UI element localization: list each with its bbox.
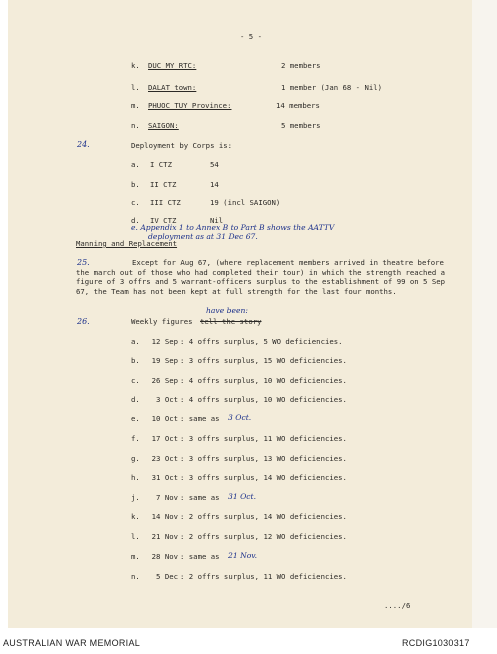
handwritten-insertion: have been:: [206, 306, 248, 315]
list-letter: a.: [131, 160, 140, 169]
list-letter: h.: [131, 473, 140, 482]
week-date: 17 Oct: [151, 434, 178, 443]
list-letter: k.: [131, 512, 140, 521]
week-figures: : 2 offrs surplus, 11 WO deficiencies.: [180, 572, 347, 581]
list-letter: c.: [131, 376, 140, 385]
corps-zone: I CTZ: [150, 160, 172, 169]
struck-text: tell the story: [200, 317, 262, 326]
section-heading: Weekly figures: [131, 317, 193, 326]
location-name: DALAT town:: [148, 83, 197, 92]
paragraph-text: Except for Aug 67, (where replacement members arrived in theatre before the march out of those who had completed their tour) in which the strength reached a figure of 3 offrs and 5 warrant-officers surplus to the establishment of 99 on 5 Sep 67, the Team has not been kept at full strength for the last four months.: [76, 258, 446, 296]
week-date: 7 Nov: [156, 493, 178, 502]
list-letter: m.: [131, 101, 140, 110]
list-letter: n.: [131, 121, 140, 130]
week-figures: : 2 offrs surplus, 14 WO deficiencies.: [180, 512, 347, 521]
section-heading: Manning and Replacement: [76, 239, 178, 248]
list-letter: l.: [131, 83, 140, 92]
week-date: 3 Oct: [156, 395, 178, 404]
week-date: 31 Oct: [151, 473, 178, 482]
corps-value: 14: [210, 180, 219, 189]
week-figures: : same as: [180, 493, 220, 502]
continuation-mark: ..../6: [384, 601, 411, 610]
week-date: 19 Sep: [151, 356, 178, 365]
list-letter: l.: [131, 532, 140, 541]
week-date: 23 Oct: [151, 454, 178, 463]
list-letter: f.: [131, 434, 140, 443]
handwritten-annotation: deployment as at 31 Dec 67.: [148, 232, 258, 241]
paragraph-number: 25.: [77, 258, 90, 267]
week-figures: : 3 offrs surplus, 13 WO deficiencies.: [180, 454, 347, 463]
week-figures: : 4 offrs surplus, 10 WO deficiencies.: [180, 376, 347, 385]
week-date: 12 Sep: [151, 337, 178, 346]
page-edge: [472, 0, 497, 628]
handwritten-annotation: e. Appendix 1 to Annex B to Part B shows the AATTV: [131, 223, 335, 232]
week-date: 26 Sep: [151, 376, 178, 385]
location-name: PHUOC TUY Province:: [148, 101, 232, 110]
week-date: 10 Oct: [151, 414, 178, 423]
week-date: 5 Dec: [156, 572, 178, 581]
week-figures: : same as: [180, 414, 220, 423]
section-heading: Deployment by Corps is:: [131, 141, 233, 150]
list-letter: e.: [131, 414, 140, 423]
location-value: 1 member (Jan 68 - Nil): [281, 83, 383, 92]
list-letter: a.: [131, 337, 140, 346]
corps-value: 54: [210, 160, 219, 169]
corps-value: 19 (incl SAIGON): [210, 198, 281, 207]
location-value: 2 members: [281, 61, 321, 70]
location-name: DUC MY RTC:: [148, 61, 197, 70]
corps-zone: III CTZ: [150, 198, 181, 207]
handwritten-date: 3 Oct.: [228, 413, 252, 422]
list-letter: d.: [131, 216, 140, 225]
list-letter: n.: [131, 572, 140, 581]
week-date: 14 Nov: [151, 512, 178, 521]
week-figures: : same as: [180, 552, 220, 561]
list-letter: b.: [131, 356, 140, 365]
paragraph-number: 26.: [77, 317, 90, 326]
footer-reference: RCDIG1030317: [402, 638, 470, 648]
corps-zone: IV CTZ: [150, 216, 177, 225]
week-figures: : 3 offrs surplus, 11 WO deficiencies.: [180, 434, 347, 443]
week-figures: : 3 offrs surplus, 15 WO deficiencies.: [180, 356, 347, 365]
handwritten-date: 31 Oct.: [228, 492, 257, 501]
list-letter: k.: [131, 61, 140, 70]
week-figures: : 4 offrs surplus, 10 WO deficiencies.: [180, 395, 347, 404]
week-figures: : 3 offrs surplus, 14 WO deficiencies.: [180, 473, 347, 482]
list-letter: c.: [131, 198, 140, 207]
paragraph-number: 24.: [77, 140, 90, 149]
week-figures: : 4 offrs surplus, 5 WO deficiencies.: [180, 337, 343, 346]
list-letter: j.: [131, 493, 140, 502]
list-letter: m.: [131, 552, 140, 561]
list-letter: b.: [131, 180, 140, 189]
location-value: 5 members: [281, 121, 321, 130]
footer-source: AUSTRALIAN WAR MEMORIAL: [3, 638, 141, 648]
location-value: 14 members: [276, 101, 320, 110]
corps-value: Nil: [210, 216, 224, 225]
week-figures: : 2 offrs surplus, 12 WO deficiencies.: [180, 532, 347, 541]
week-date: 28 Nov: [151, 552, 178, 561]
page-number: - 5 -: [240, 32, 262, 41]
corps-zone: II CTZ: [150, 180, 177, 189]
list-letter: g.: [131, 454, 140, 463]
week-date: 21 Nov: [151, 532, 178, 541]
list-letter: d.: [131, 395, 140, 404]
location-name: SAIGON:: [148, 121, 179, 130]
handwritten-date: 21 Nov.: [228, 551, 258, 560]
